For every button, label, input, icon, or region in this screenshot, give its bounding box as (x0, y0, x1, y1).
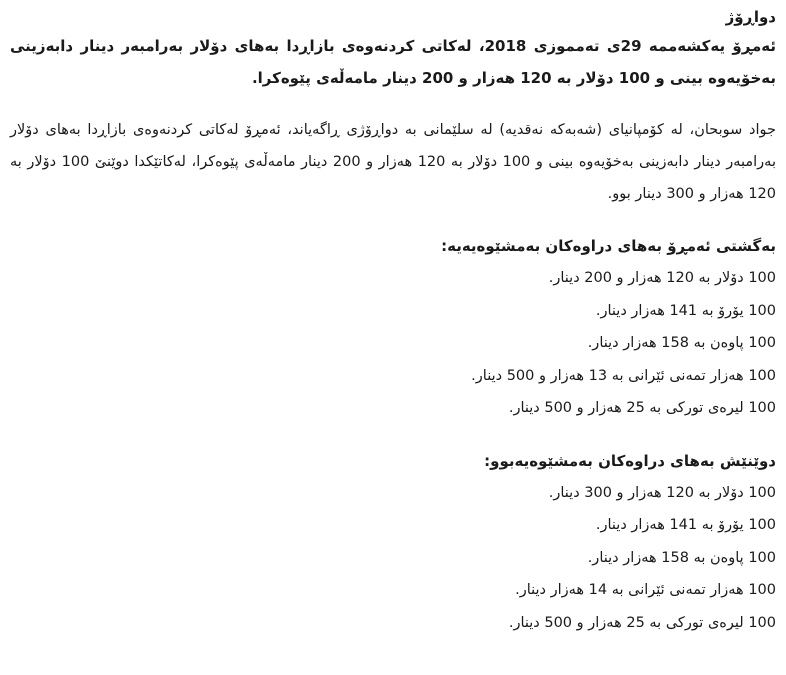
today-rate-try: 100 لیرەی تورکی بە 25 هەزار و 500 دینار. (508, 400, 776, 416)
yesterday-rate-irr: 100 هەزار تمەنی ئێرانی بە 14 هەزار دینار. (515, 582, 776, 598)
article-lead: ئەمڕۆ یەکشەممە 29ی تەمموزی 2018، لەکاتی کردنەوەی بازاڕدا بەهای دۆلار بەرامبەر دینار دابەزینی بەخۆیەوە بینی و 100 دۆلار بە 120 هەزار و 200 دینار مامەڵەی پێوەکرا. (10, 37, 776, 87)
article-body: جواد سوبحان، لە کۆمپانیای (شەبەکە نەقدیە) لە سلێمانی بە دواڕۆژی ڕاگەیاند، ئەمڕۆ لەکاتی کردنەوەی بازاڕدا بەهای دۆلار بەرامبەر دینار دابەزینی بەخۆیەوە بینی و 100 دۆلار بە 120 هەزار و 200 دینار مامەڵەی پێوەکرا، لەکاتێکدا دوێنێ 100 دۆلار بە 120 هەزار و 300 دینار بوو. (10, 122, 776, 202)
article-title: دواڕۆژ (725, 8, 776, 26)
today-rate-gbp: 100 پاوەن بە 158 هەزار دینار. (587, 335, 776, 351)
today-rates-list (10, 262, 776, 425)
today-rate-eur: 100 یۆرۆ بە 141 هەزار دینار. (595, 302, 776, 319)
yesterday-rate-usd: 100 دۆلار بە 120 هەزار و 300 دینار. (548, 484, 776, 501)
yesterday-rates-heading: دوێنێش بەهای دراوەکان بەمشێوەیەبوو: (484, 451, 776, 470)
yesterday-rate-try: 100 لیرەی تورکی بە 25 هەزار و 500 دینار. (508, 614, 776, 631)
today-rate-usd: 100 دۆلار بە 120 هەزار و 200 دینار. (548, 270, 776, 286)
yesterday-rates-list (10, 477, 776, 640)
yesterday-rate-gbp: 100 پاوەن بە 158 هەزار دینار. (587, 549, 776, 566)
today-rate-irr: 100 هەزار تمەنی ئێرانی بە 13 هەزار و 500 دینار. (471, 367, 776, 384)
today-rates-heading: بەگشتی ئەمڕۆ بەهای دراوەکان بەمشێوەیەیە: (441, 237, 776, 255)
yesterday-rate-eur: 100 یۆرۆ بە 141 هەزار دینار. (595, 517, 776, 533)
